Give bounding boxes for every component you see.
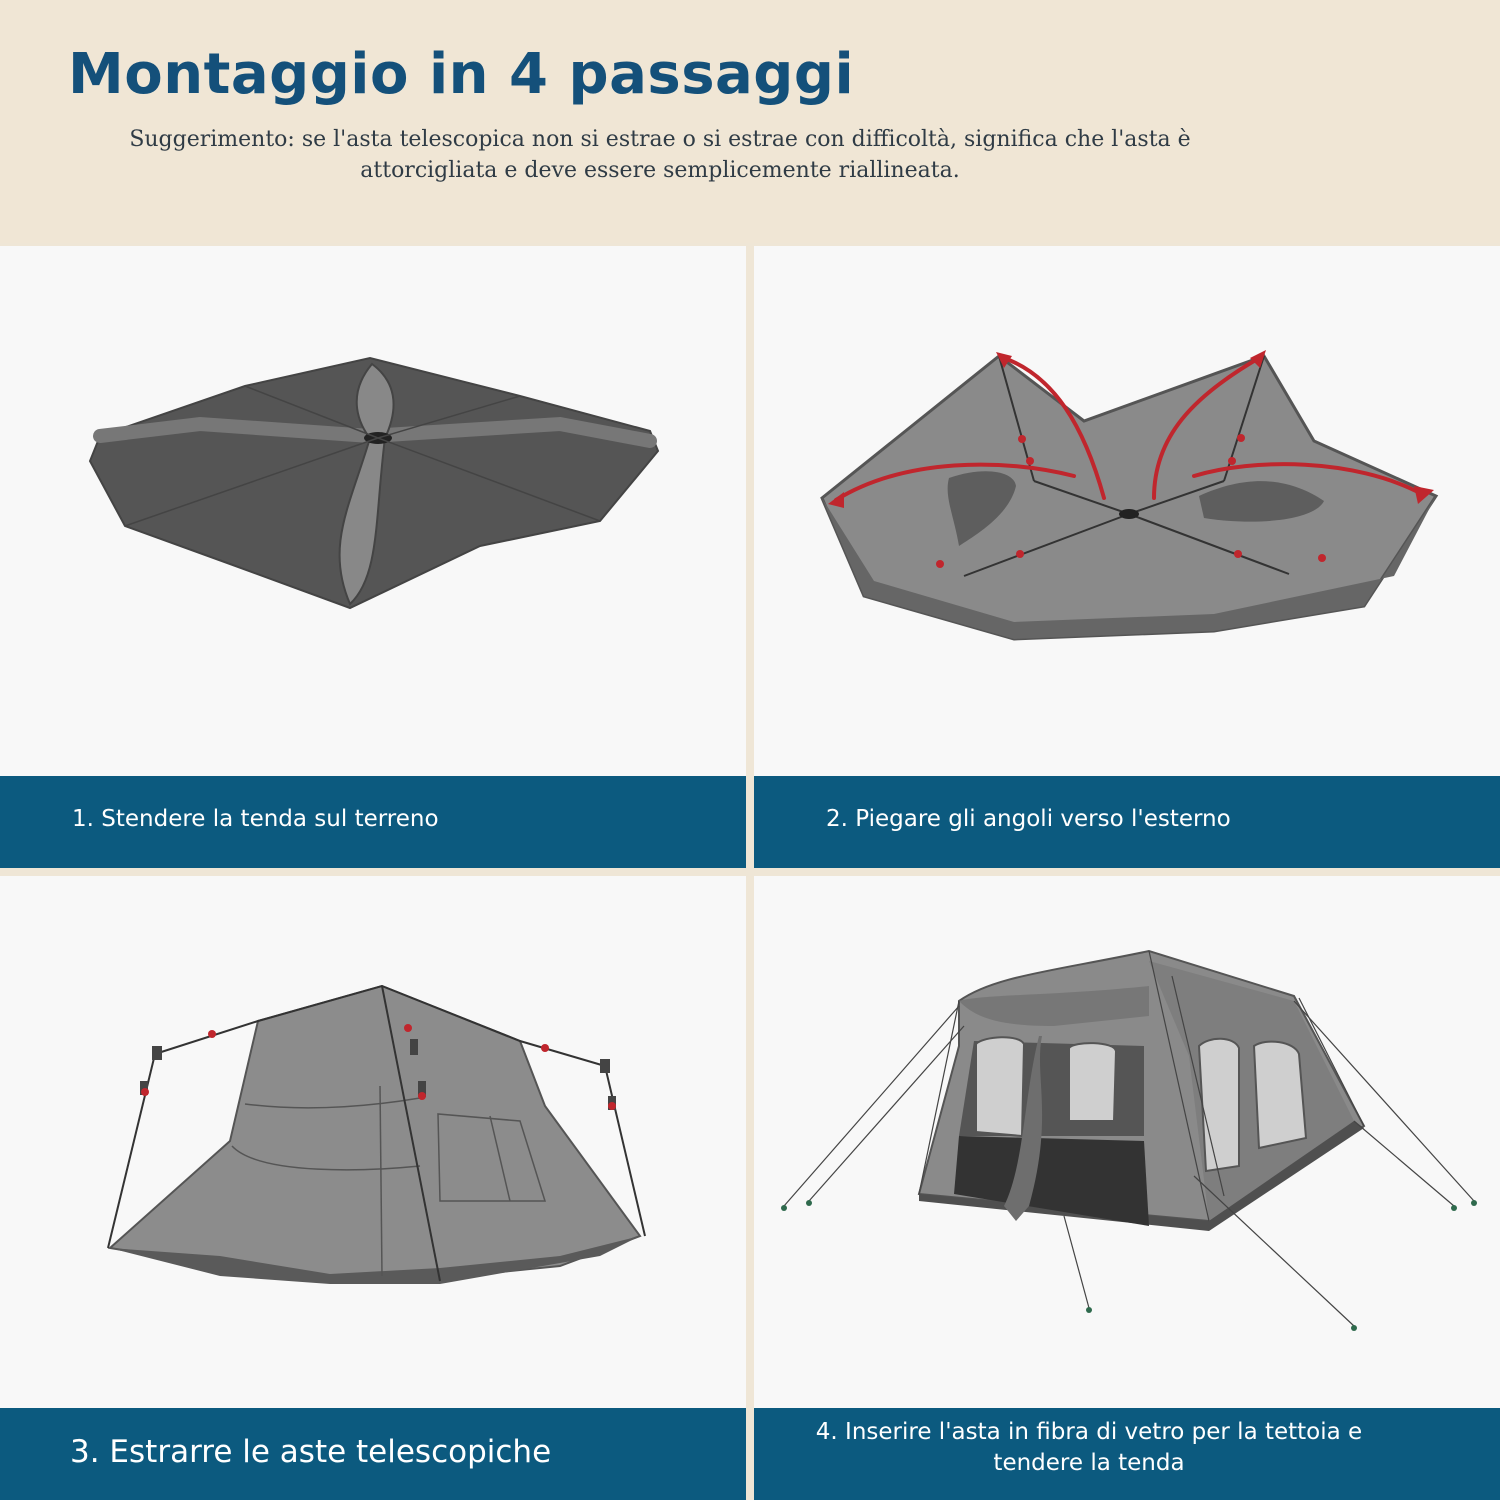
step-3-caption-bar xyxy=(0,1408,746,1500)
step-3-panel xyxy=(0,876,746,1500)
tip-text: Suggerimento: se l'asta telescopica non si estrae o si estrae con difficoltà, significa che l'asta è attorcigliata e deve essere semplicemente riallineata. xyxy=(129,127,1191,183)
tent-pitched-illustration xyxy=(754,876,1500,1408)
step-4-panel xyxy=(754,876,1500,1500)
tent-poles-illustration xyxy=(0,876,746,1408)
step-3-caption: 3. Estrarre le aste telescopiche xyxy=(70,1434,552,1470)
step-1-panel xyxy=(0,246,746,868)
step-2-caption: 2. Piegare gli angoli verso l'esterno xyxy=(826,806,1231,832)
step-2-caption-bar xyxy=(754,776,1500,868)
step-1-caption-bar xyxy=(0,776,746,868)
header-banner xyxy=(0,0,1500,243)
step-2-panel xyxy=(754,246,1500,868)
step-4-caption-bar xyxy=(754,1408,1500,1500)
step-4-caption: 4. Inserire l'asta in fibra di vetro per la tettoia e tendere la tenda xyxy=(815,1419,1363,1476)
tent-flat-illustration xyxy=(0,246,746,776)
page-title: Montaggio in 4 passaggi xyxy=(68,42,855,107)
step-1-caption: 1. Stendere la tenda sul terreno xyxy=(72,806,439,832)
tent-corners-illustration xyxy=(754,246,1500,776)
